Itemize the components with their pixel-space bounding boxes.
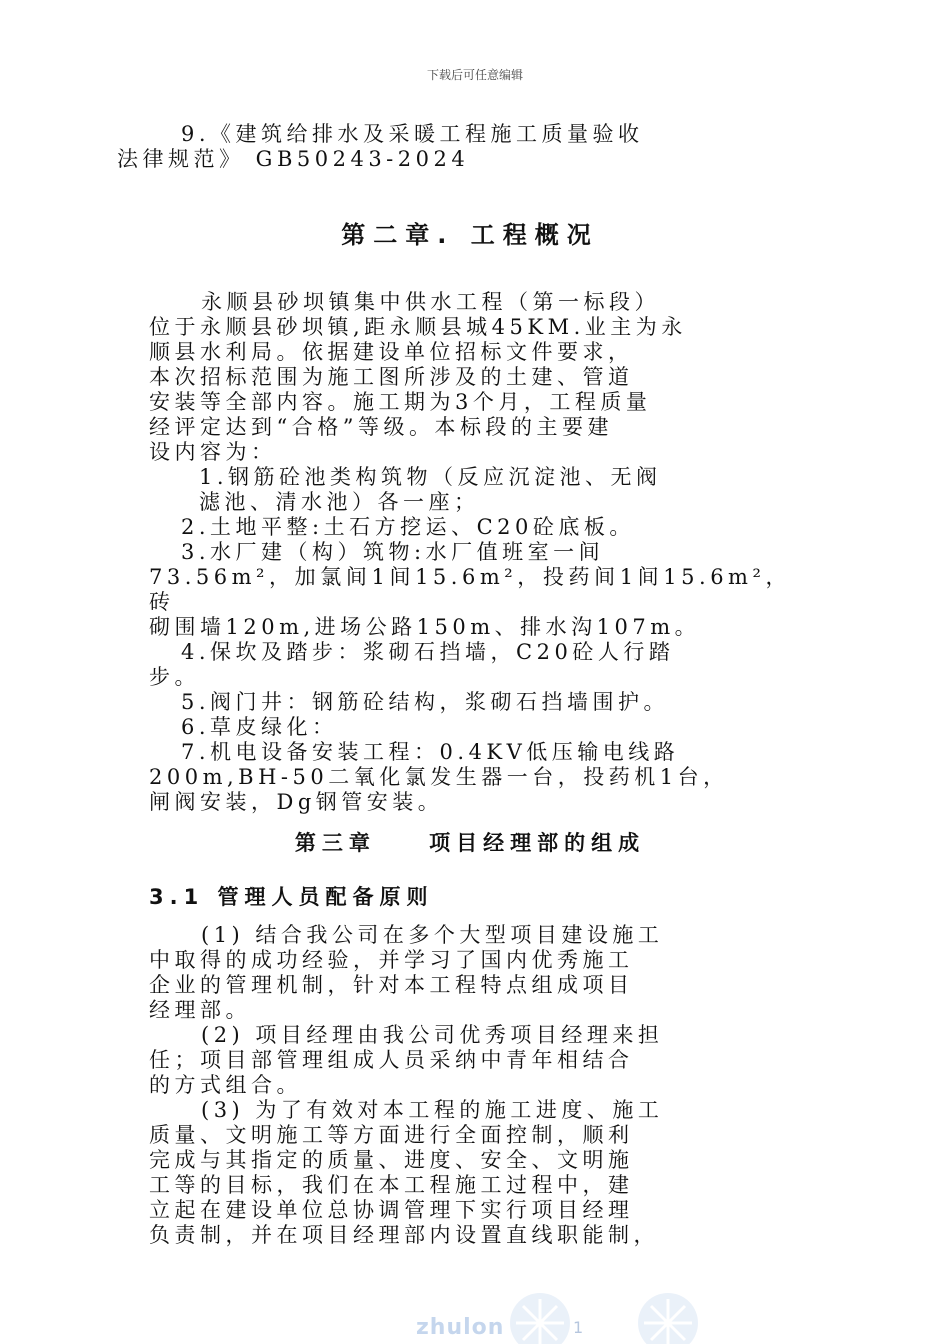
scope-item-4: 4.保坎及踏步：浆砌石挡墙，C20砼人行踏 步。 bbox=[149, 640, 675, 689]
principle-paragraph-3: (3) 为了有效对本工程的施工进度、施工 质量、文明施工等方面进行全面控制，顺利 完成与其指定的质量、进度、安全、文明施 工等的目标，我们在本工程施工过程中，建 立起在建设单位总协调管理下实行项目经理 负责制，并在项目经理部内设置直线职能制， bbox=[149, 1098, 664, 1247]
header-note: 下载后可任意编辑 bbox=[426, 68, 523, 82]
principle-paragraph-1: (1) 结合我公司在多个大型项目建设施工 中取得的成功经验，并学习了国内优秀施工 企业的管理机制，针对本工程特点组成项目 经理部。 bbox=[149, 923, 664, 1022]
section-3-1-title: 3.1 管理人员配备原则 bbox=[149, 885, 434, 909]
document-body bbox=[117, 122, 791, 1248]
page-number: 1 bbox=[573, 1318, 584, 1337]
principle-paragraph-2: (2) 项目经理由我公司优秀项目经理来担 任；项目部管理组成人员采纳中青年相结合 的方式组合。 bbox=[149, 1023, 664, 1097]
reference-item-9-line2: 法律规范》 GB50243-2024 bbox=[117, 147, 470, 171]
chapter-2-intro: 永顺县砂坝镇集中供水工程（第一标段） 位于永顺县砂坝镇,距永顺县城45KM.业主为永 顺县水利局。依据建设单位招标文件要求， 本次招标范围为施工图所涉及的土建、管道 安装等全部内容。施工期为3个月，工程质量 经评定达到“合格”等级。本标段的主要建 设内容为： bbox=[149, 290, 687, 464]
scope-item-2: 2.土地平整:土石方挖运、C20砼底板。 bbox=[181, 515, 635, 539]
chapter-2-title: 第二章. 工程概况 bbox=[341, 221, 599, 249]
chapter-3-title: 第三章 项目经理部的组成 bbox=[294, 831, 646, 855]
scope-item-7: 7.机电设备安装工程：0.4KV低压输电线路 200m,BH-50二氧化氯发生器一台，投药机1台， 闸阀安装，Dg钢管安装。 bbox=[149, 740, 729, 814]
scope-item-6: 6.草皮绿化： bbox=[181, 715, 338, 739]
scope-item-5: 5.阀门井：钢筋砼结构，浆砌石挡墙围护。 bbox=[181, 690, 670, 714]
reference-item-9: 9.《建筑给排水及采暖工程施工质量验收 法律规范》 GB50243-2024 bbox=[117, 122, 644, 171]
watermark-text: zhulon bbox=[416, 1315, 505, 1340]
scope-item-3: 3.水厂建（构）筑物:水厂值班室一间 73.56m²，加氯间1间15.6m²，投药间1间15.6m²，砖 砌围墙120m,进场公路150m、排水沟107m。 bbox=[149, 540, 791, 639]
scope-item-1: 1.钢筋砼池类构筑物（反应沉淀池、无阀 滤池、清水池）各一座； bbox=[199, 465, 662, 514]
